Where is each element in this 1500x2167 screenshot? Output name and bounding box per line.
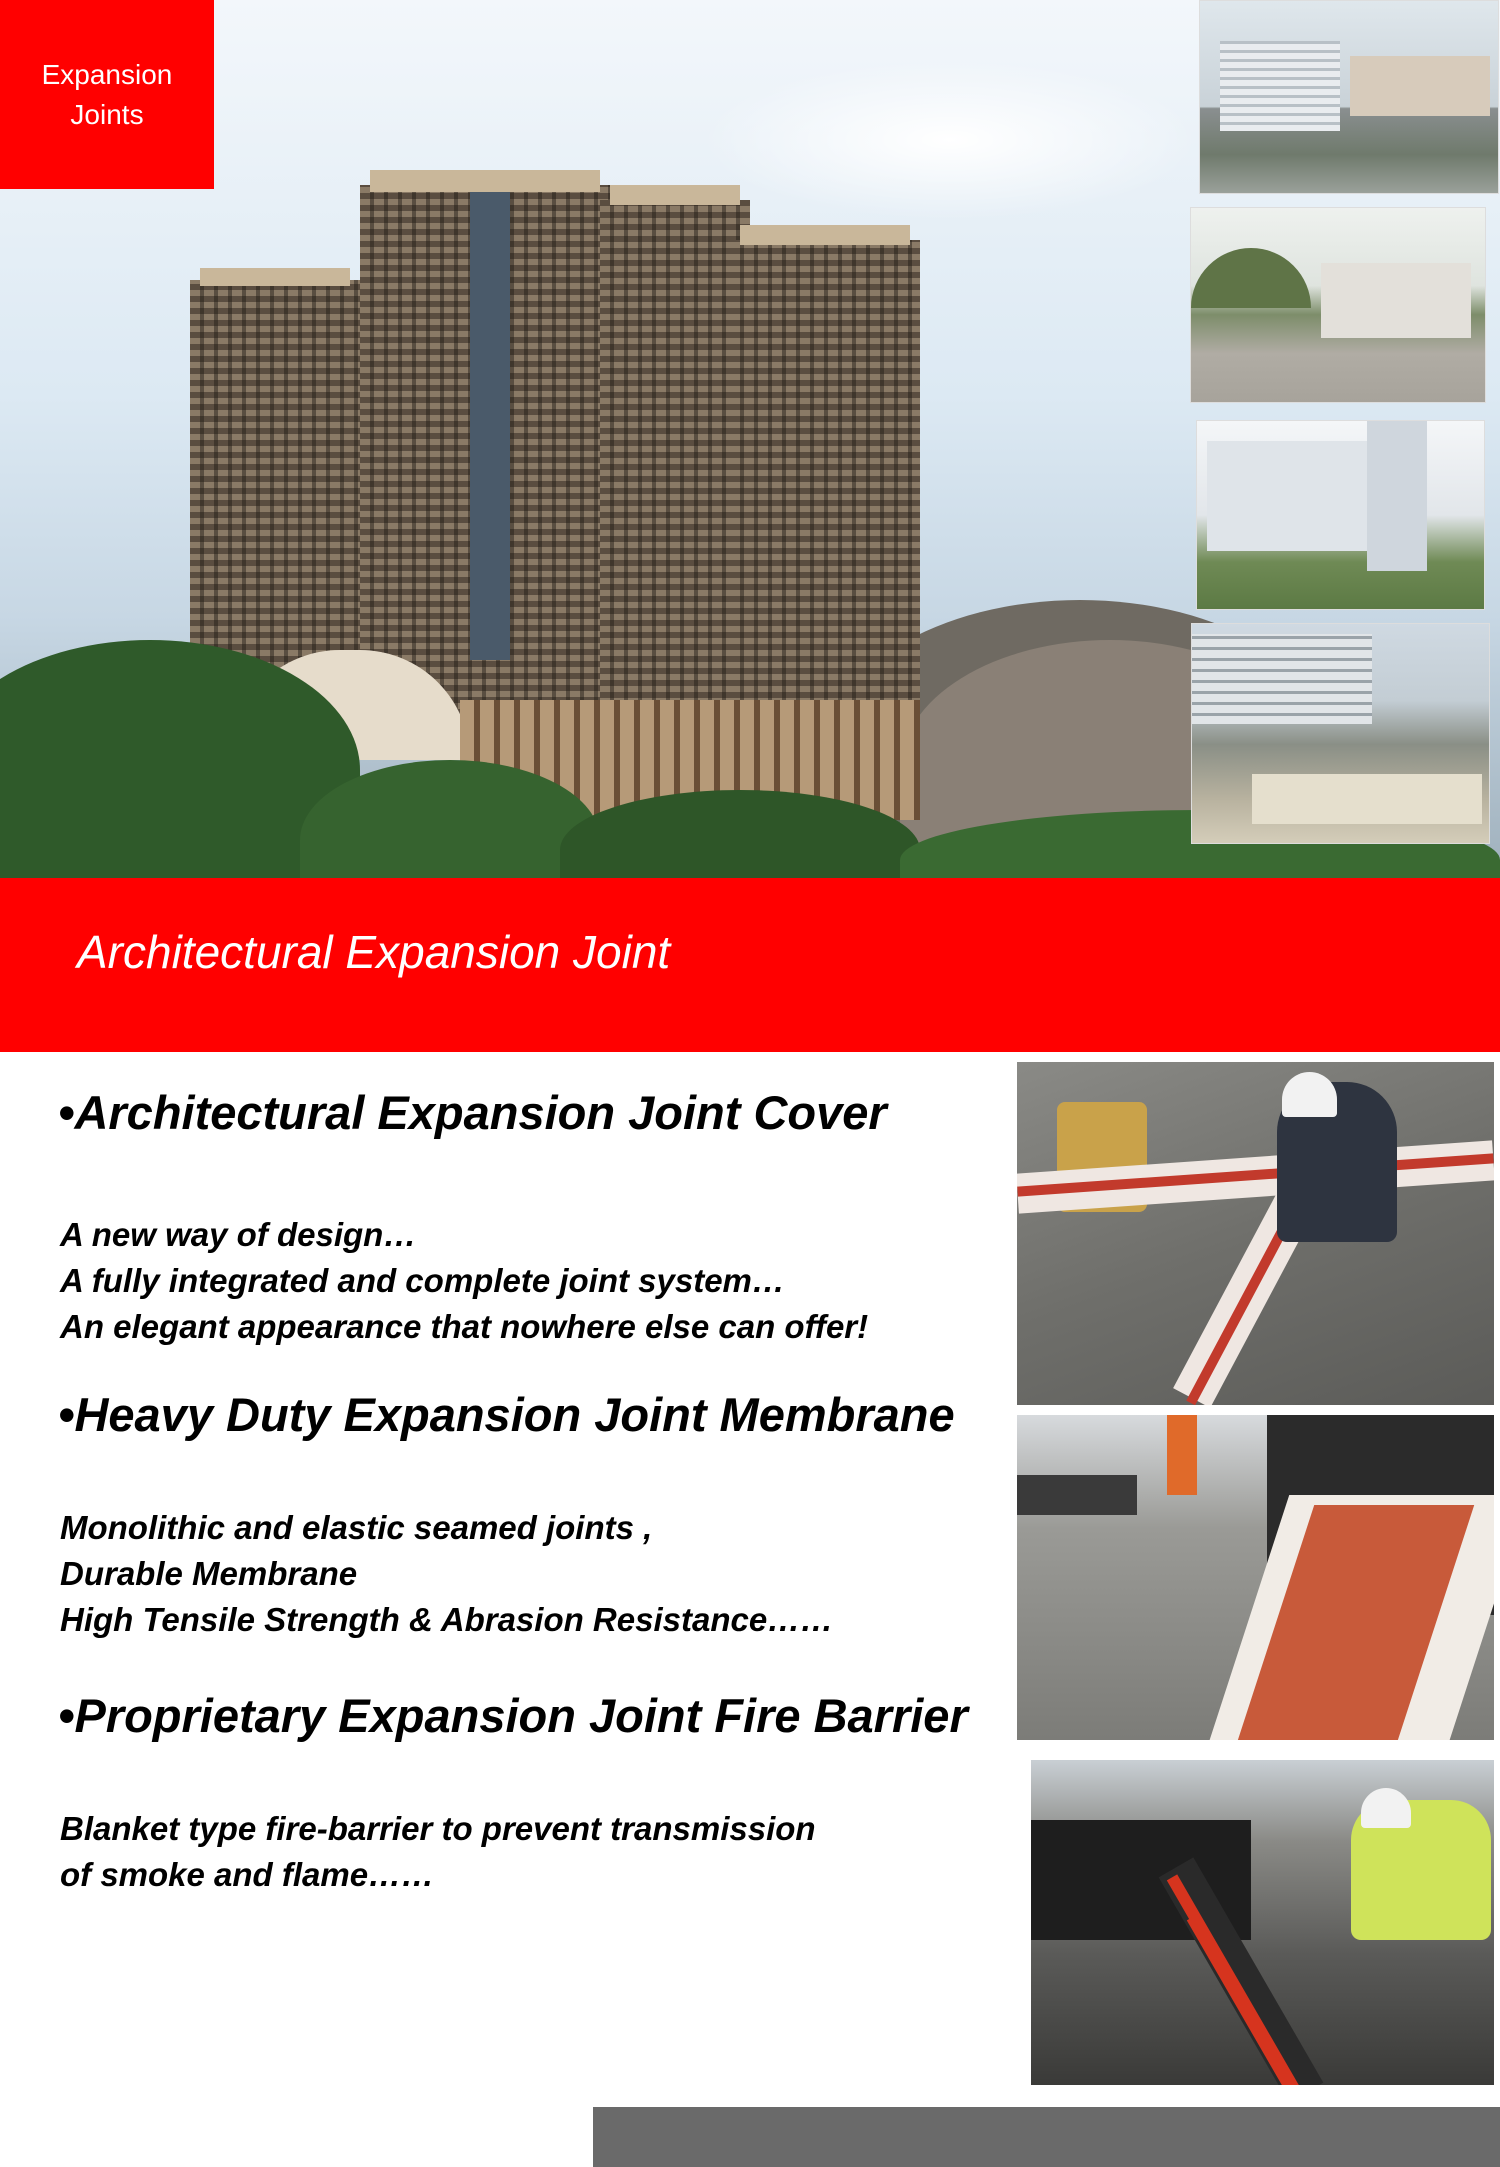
carpark-building-photo [1190, 207, 1486, 403]
tag-line-1: Expansion [41, 58, 173, 90]
heading-membrane: •Heavy Duty Expansion Joint Membrane [58, 1388, 955, 1441]
estate-entrance-photo [1199, 0, 1499, 194]
paragraph-fire-barrier [60, 1806, 816, 1898]
text-line: of smoke and flame…… [60, 1856, 435, 1893]
paragraph-joint-cover [60, 1212, 868, 1350]
paragraph-membrane [60, 1505, 833, 1643]
membrane-install-photo [1017, 1415, 1494, 1740]
text-line: High Tensile Strength & Abrasion Resistance…… [60, 1601, 834, 1638]
section-tag [0, 0, 214, 189]
fire-barrier-install-photo [1031, 1760, 1494, 2085]
text-line: An elegant appearance that nowhere else can offer! [60, 1308, 869, 1345]
podium-deck-photo [1191, 623, 1490, 844]
text-line: A fully integrated and complete joint system… [60, 1262, 785, 1299]
text-line: Durable Membrane [60, 1555, 358, 1592]
footer-bar [593, 2107, 1500, 2167]
heading-fire-barrier: •Proprietary Expansion Joint Fire Barrier [58, 1689, 968, 1742]
building-corner-photo [1196, 420, 1485, 610]
joint-cover-install-photo [1017, 1062, 1494, 1405]
text-line: Blanket type fire-barrier to prevent transmission [60, 1810, 816, 1847]
heading-joint-cover: •Architectural Expansion Joint Cover [58, 1086, 887, 1139]
banner-title: Architectural Expansion Joint [77, 926, 671, 978]
text-line: Monolithic and elastic seamed joints , [60, 1509, 653, 1546]
tag-line-2: Joints [70, 98, 144, 130]
text-line: A new way of design… [60, 1216, 417, 1253]
